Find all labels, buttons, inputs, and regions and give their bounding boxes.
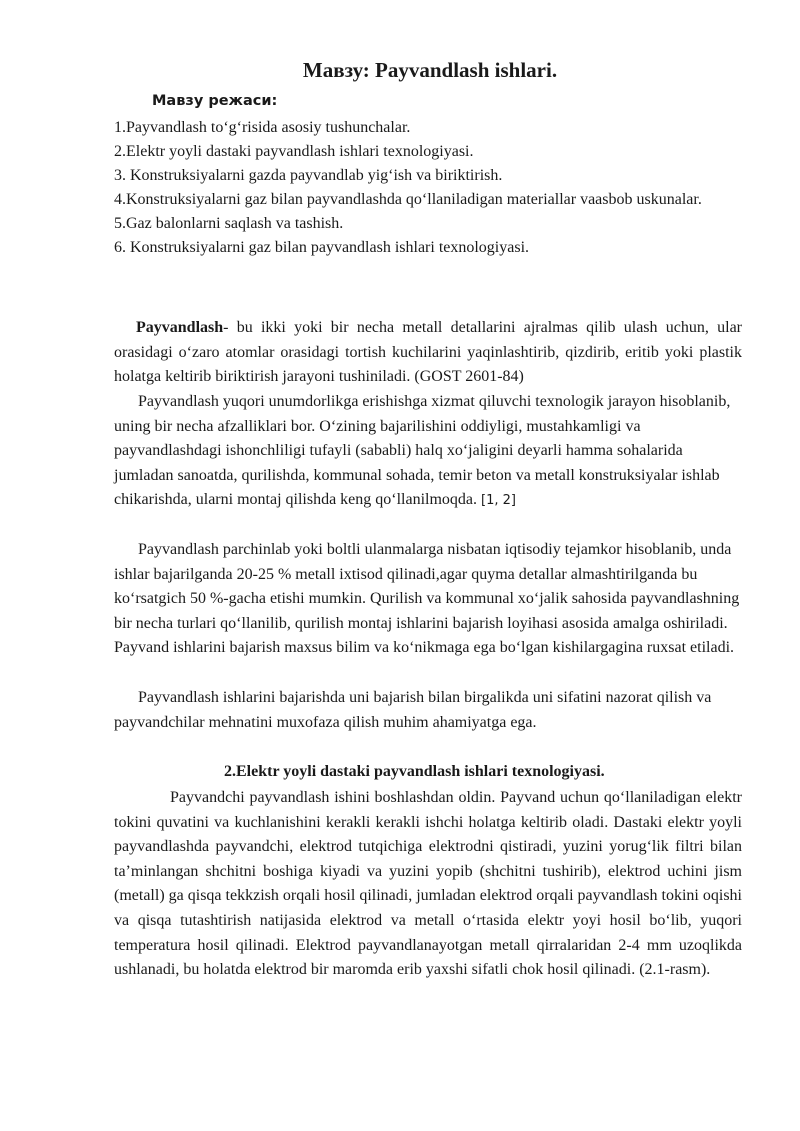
plan-list — [114, 116, 754, 260]
economy-paragraph: Payvandlash parchinlab yoki boltli ulanmalarga nisbatan iqtisodiy tejamkor hisoblanib, unda ishlar bajarilganda 20-25 % metall ixtisod qilinadi,agar quyma detallar almashtirilganda bu ko‘rsatgich 50 %-gacha etishi mumkin. Qurilish va kommunal xo‘jalik sahosida payvandlashning bir necha turlari qo‘llanilib, qurilish montaj ishlarini bajarish loyihasi asosida amalga oshiriladi. Payvand ishlarini bajarish maxsus bilim va ko‘nikmaga ega bo‘lgan kishilargagina ruxsat etiladi. — [114, 541, 740, 657]
advantages-text: Payvandlash yuqori unumdorlikga erishishga xizmat qiluvchi texnologik jarayon hisoblanib, uning bir necha afzalliklari bor. O‘zining bajarilishini oddiyligi, mustahkamligi va payvandlashdagi ishonchliligi tufayli (sababli) halq xo‘jaligini deyarli hamma sohalarida jumladan sanoatda, qurilishda, kommunal sohada, temir beton va metall konstruksiyalar ishlab chikarishda, ularni montaj qilishda keng qo‘llanilmoqda. — [114, 393, 731, 509]
section-heading: 2.Elektr yoyli dastaki payvandlash ishlari texnologiyasi. — [224, 763, 605, 780]
plan-item: 4.Konstruksiyalarni gaz bilan payvandlashda qo‘llaniladigan materiallar vaasbob uskunalar. — [114, 191, 702, 208]
definition-text: - bu ikki yoki bir necha metall detallarini ajralmas qilib ulash uchun, ular orasidagi o‘zaro atomlar orasidagi tortish kuchilarini yaqinlashtirib, qizdirib, eritib yoki plastik holatga keltirib biriktirish jarayoni tushiniladi. (GOST 2601-84) — [114, 319, 742, 386]
technology-paragraph: Payvandchi payvandlash ishini boshlashdan oldin. Payvand uchun qo‘llaniladigan elektr tokini quvatini va kuchlanishini kerakli kerakli ishchi holatga keltirib oladi. Dastaki elektr yoyli payvandlashda payvandchi, elektrod tutqichiga elektrodni qistiradi, yuzini yorug‘lik filtri bilan ta’minlangan shchitni boshiga kiyadi va yuzini yopib (shchitni tushirib), elektrod uchini jism (metall) ga qisqa tekkzish orqali hosil qilinadi, jumladan elektrod orqali payvandlash tokini oqishi va qisqa tutashtirish natijasida elektrod va metall o‘rtasida elektr yoyi hosil bo‘lib, yuqori temperatura hosil qilinadi. Elektrod payvandlanayotgan metall qirralaridan 2-4 mm uzoqlikda ushlanadi, bu holatda elektrod bir maromda erib yaxshi sifatli chok hosil qilinadi. (2.1-rasm). — [114, 789, 742, 979]
plan-item: 6. Konstruksiyalarni gaz bilan payvandlash ishlari texnologiyasi. — [114, 239, 530, 256]
citation: [1, 2] — [481, 493, 516, 509]
definition-term: Payvandlash — [136, 319, 224, 336]
definition-paragraph — [114, 316, 742, 390]
advantages-paragraph — [114, 390, 742, 514]
plan-item: 5.Gaz balonlarni saqlash va tashish. — [114, 215, 344, 232]
plan-item: 3. Konstruksiyalarni gazda payvandlab yig‘ish va biriktirish. — [114, 167, 503, 184]
plan-heading: Мавзу режаси: — [152, 93, 278, 109]
quality-control-paragraph: Payvandlash ishlarini bajarishda uni bajarish bilan birgalikda uni sifatini nazorat qilish va payvandchilar mehnatini muxofaza qilish muhim ahamiyatga ega. — [114, 689, 712, 731]
plan-item: 1.Payvandlash to‘g‘risida asosiy tushunchalar. — [114, 119, 411, 136]
page-title: Мавзу: Payvandlash ishlari. — [302, 58, 558, 82]
plan-item: 2.Elektr yoyli dastaki payvandlash ishlari texnologiyasi. — [114, 143, 474, 160]
